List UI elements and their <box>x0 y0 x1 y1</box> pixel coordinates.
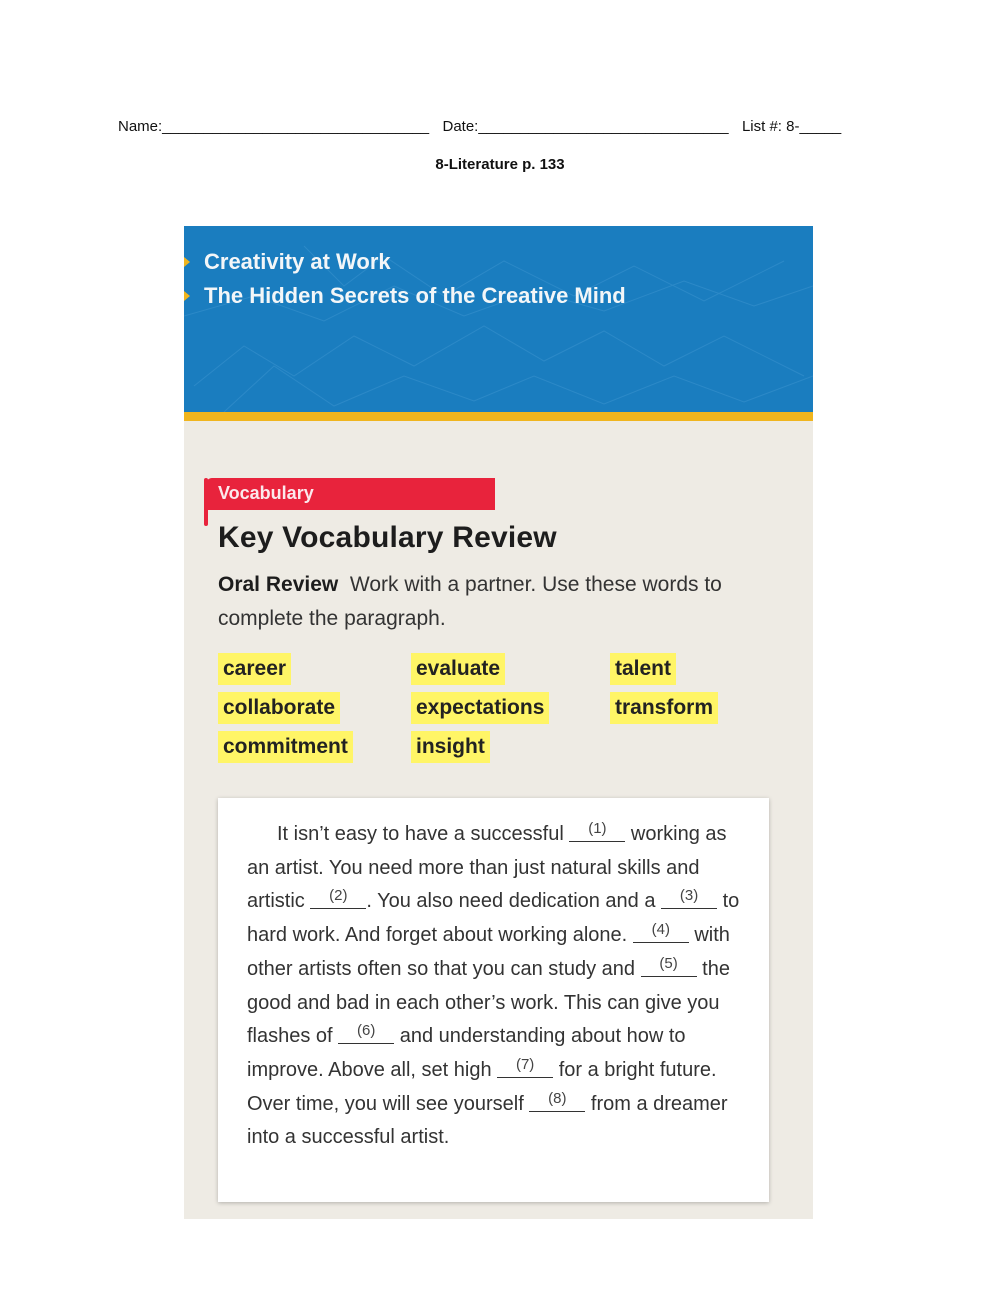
section-tag-label: Vocabulary <box>218 483 314 503</box>
section-title: Key Vocabulary Review <box>218 521 557 554</box>
word-bank-item: insight <box>411 731 490 763</box>
name-field[interactable]: Name:________________________________ <box>118 118 430 135</box>
blank-5[interactable] <box>641 953 697 975</box>
blank-number: (6) <box>357 1022 376 1040</box>
paragraph-text: for a bright future. Over time, you will see yourself <box>247 1058 717 1115</box>
word-bank-item: talent <box>610 653 676 685</box>
blank-2[interactable] <box>310 885 366 907</box>
word-bank-item: transform <box>610 692 718 724</box>
blank-number: (7) <box>515 1055 535 1073</box>
word-bank-item: career <box>218 653 291 685</box>
word-bank-item: expectations <box>411 692 549 724</box>
section-tag <box>206 478 495 510</box>
banner-stripe <box>184 412 813 421</box>
oral-review-instructions <box>218 568 778 636</box>
blank-number: (1) <box>588 820 607 837</box>
blank-number: (3) <box>679 887 699 905</box>
blank-1[interactable] <box>569 818 625 840</box>
date-field[interactable]: Date:______________________________ <box>442 118 729 135</box>
blank-number: (5) <box>659 954 678 972</box>
textbook-page <box>184 226 813 1219</box>
worksheet-header <box>118 118 878 135</box>
blank-4[interactable] <box>633 919 689 941</box>
banner <box>184 226 813 412</box>
paragraph-text: working as an artist. You need more than just natural skills and artistic <box>247 823 727 913</box>
bullet-arrow-icon <box>184 257 190 267</box>
paragraph-text: . You also need dedication and a <box>366 890 662 913</box>
word-bank-item: collaborate <box>218 692 340 724</box>
paragraph-text: from a dreamer into a successful artist. <box>247 1092 728 1149</box>
word-bank-item: evaluate <box>411 653 505 685</box>
list-number-field[interactable]: List #: 8-_____ <box>741 118 842 135</box>
page-subtitle: 8-Literature p. 133 <box>435 156 565 173</box>
blank-7[interactable] <box>497 1054 553 1076</box>
blank-number: (2) <box>329 887 348 905</box>
bullet-arrow-icon <box>184 291 190 301</box>
word-bank-item: commitment <box>218 731 353 763</box>
paragraph-box <box>218 798 769 1202</box>
section-tag-edge <box>204 478 208 526</box>
blank-number: (8) <box>548 1089 567 1107</box>
paragraph-text: to hard work. And forget about working alone. <box>247 890 740 947</box>
banner-title-2: The Hidden Secrets of the Creative Mind <box>204 283 626 308</box>
blank-8[interactable] <box>529 1088 585 1110</box>
paragraph-text: the good and bad in each other’s work. This can give you flashes of <box>247 957 730 1048</box>
oral-review-label: Oral Review <box>218 573 339 596</box>
cloze-paragraph <box>247 818 747 1155</box>
paragraph-text: with other artists often so that you can study and <box>247 924 730 980</box>
blank-number: (4) <box>651 921 670 939</box>
paragraph-text: It isn’t easy to have a successful <box>277 823 570 845</box>
oral-review-text: Work with a partner. Use these words to complete the paragraph. <box>218 573 722 630</box>
blank-3[interactable] <box>661 885 717 907</box>
blank-6[interactable] <box>338 1020 394 1042</box>
paragraph-text: and understanding about how to improve. Above all, set high <box>247 1025 686 1081</box>
banner-title-1: Creativity at Work <box>204 249 391 274</box>
